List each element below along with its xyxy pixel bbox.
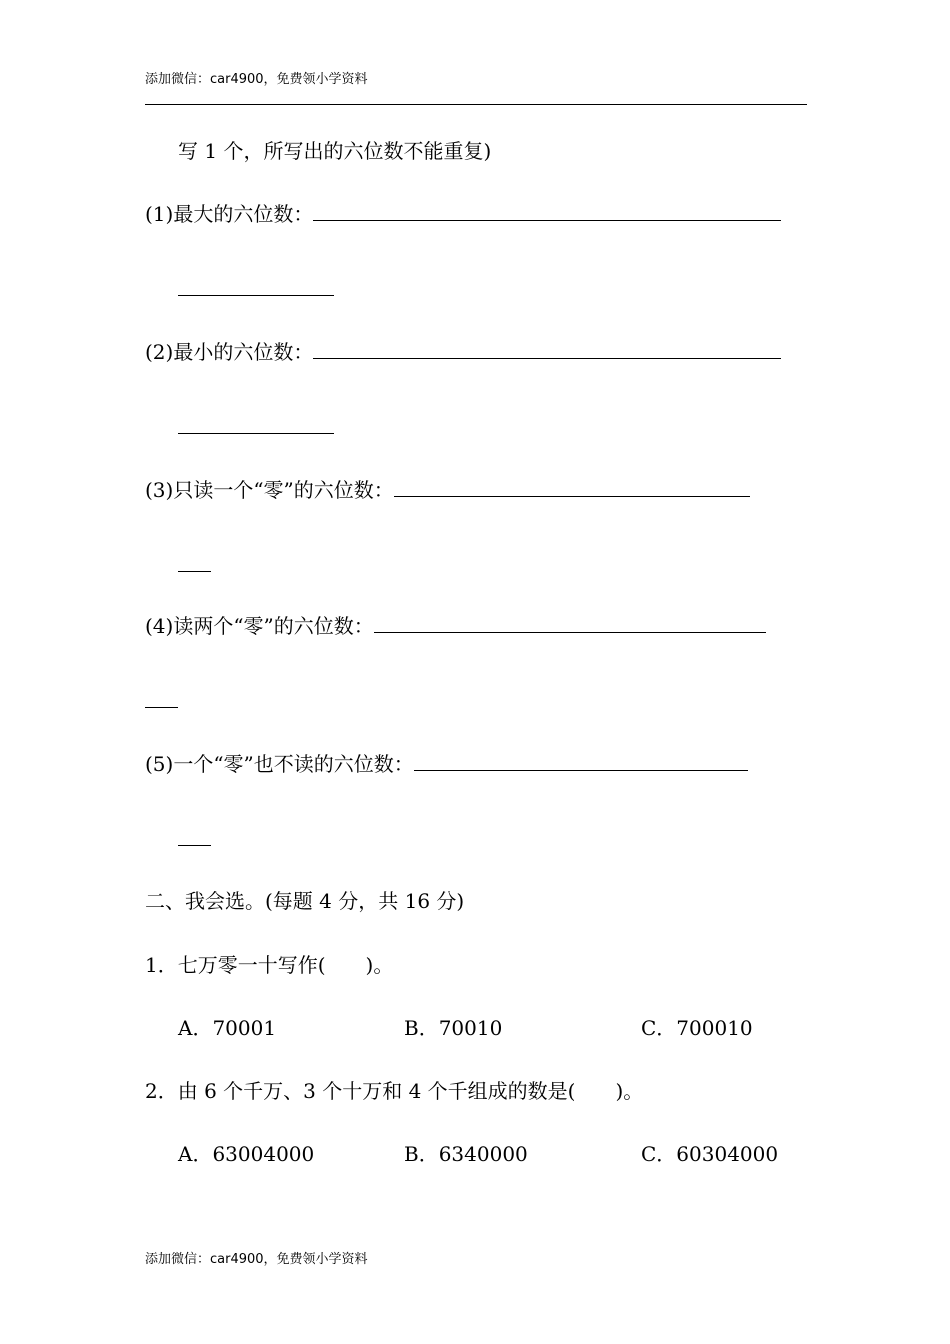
choice-question-2-option-b[interactable]: B．6340000	[404, 1142, 528, 1166]
page-header: 添加微信：car4900，免费领小学资料	[145, 72, 368, 87]
fill-question-5-label: (5)一个“零”也不读的六位数：	[145, 752, 414, 776]
intro-text: 写 1 个，所写出的六位数不能重复)	[178, 139, 492, 163]
answer-blank-2-continued[interactable]	[178, 433, 334, 434]
fill-question-5	[145, 750, 748, 778]
fill-question-3	[145, 476, 750, 504]
fill-question-2	[145, 338, 781, 366]
section-2-title: 二、我会选。(每题 4 分，共 16 分)	[145, 889, 465, 913]
answer-blank-2[interactable]	[313, 340, 781, 359]
fill-question-1	[145, 200, 781, 228]
answer-blank-4-continued[interactable]	[145, 707, 178, 708]
choice-question-1-option-a[interactable]: A．70001	[178, 1016, 277, 1040]
choice-question-1-stem: 1．七万零一十写作( )。	[145, 953, 394, 977]
fill-question-4	[145, 612, 766, 640]
choice-question-2-stem: 2．由 6 个千万、3 个十万和 4 个千组成的数是( )。	[145, 1079, 644, 1103]
choice-question-2-option-c[interactable]: C．60304000	[641, 1142, 779, 1166]
answer-blank-3-continued[interactable]	[178, 571, 211, 572]
page-footer: 添加微信：car4900，免费领小学资料	[145, 1252, 368, 1267]
choice-question-1-option-c[interactable]: C．700010	[641, 1016, 753, 1040]
fill-question-1-label: (1)最大的六位数：	[145, 202, 314, 226]
answer-blank-1[interactable]	[313, 202, 781, 221]
answer-blank-5-continued[interactable]	[178, 845, 211, 846]
fill-question-4-label: (4)读两个“零”的六位数：	[145, 614, 374, 638]
fill-question-3-label: (3)只读一个“零”的六位数：	[145, 478, 394, 502]
fill-question-2-label: (2)最小的六位数：	[145, 340, 314, 364]
answer-blank-1-continued[interactable]	[178, 295, 334, 296]
answer-blank-3[interactable]	[394, 478, 750, 497]
choice-question-1-option-b[interactable]: B．70010	[404, 1016, 503, 1040]
header-rule	[145, 104, 807, 105]
answer-blank-4[interactable]	[374, 614, 766, 633]
answer-blank-5[interactable]	[414, 752, 748, 771]
choice-question-2-option-a[interactable]: A．63004000	[178, 1142, 315, 1166]
